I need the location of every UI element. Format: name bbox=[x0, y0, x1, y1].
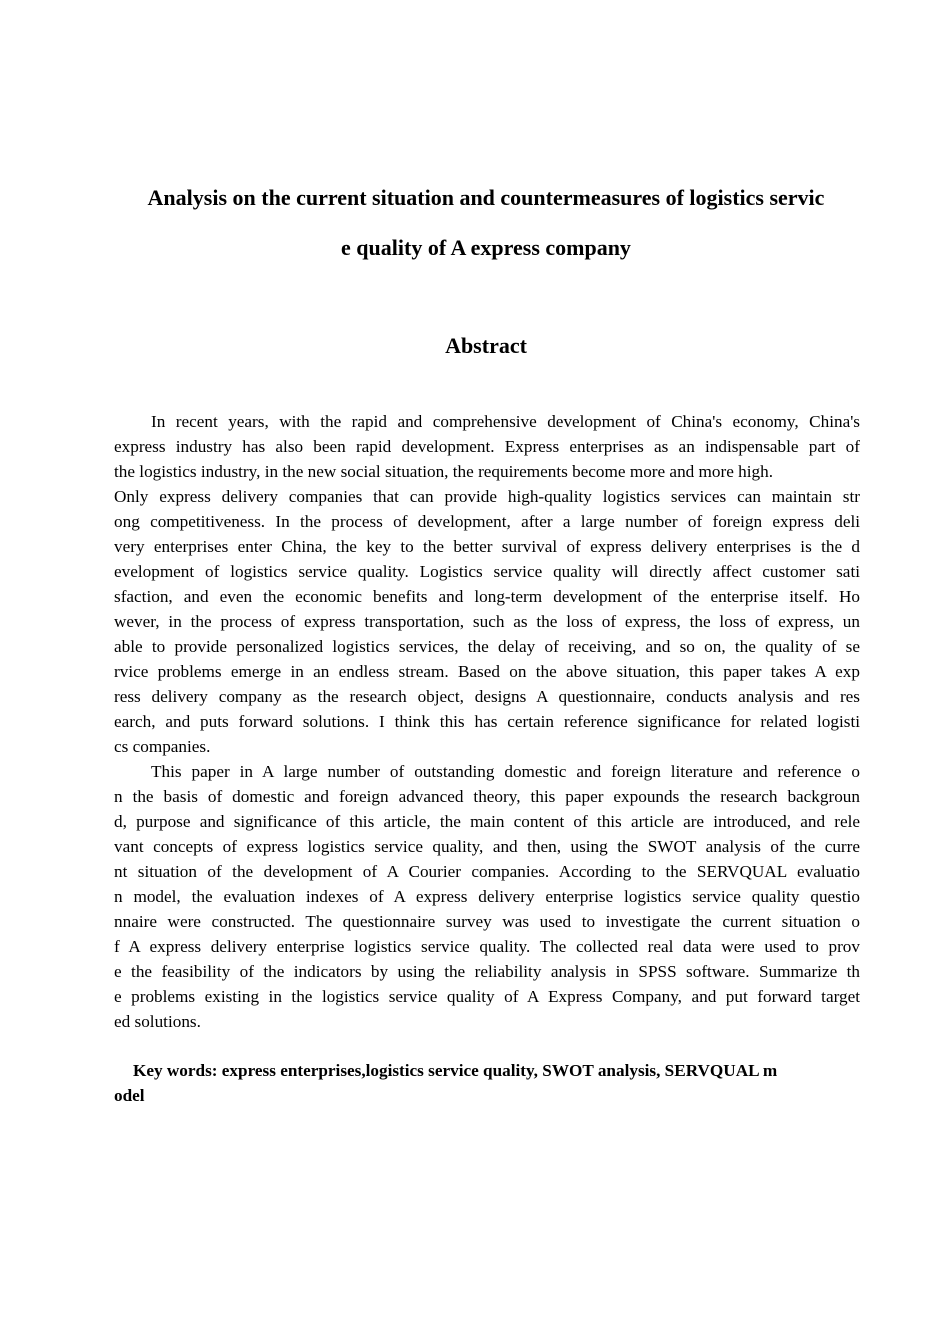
abstract-paragraph-2-line: n model, the evaluation indexes of A express delivery enterprise logistics service quality questio bbox=[114, 887, 860, 906]
abstract-paragraph-1-line: rvice problems emerge in an endless stream. Based on the above situation, this paper takes A exp bbox=[114, 662, 860, 681]
abstract-heading: Abstract bbox=[445, 333, 527, 358]
abstract-paragraph-2-line: nnaire were constructed. The questionnaire survey was used to investigate the current situation o bbox=[114, 912, 860, 931]
abstract-paragraph-2-line: vant concepts of express logistics service quality, and then, using the SWOT analysis of the curre bbox=[114, 837, 860, 856]
abstract-paragraph-1-line: cs companies. bbox=[114, 737, 211, 756]
abstract-paragraph-1-line: earch, and puts forward solutions. I think this has certain reference significance for related logisti bbox=[114, 712, 860, 731]
abstract-paragraph-1-line: wever, in the process of express transportation, such as the loss of express, the loss of express, un bbox=[114, 612, 860, 631]
abstract-paragraph-2-line: e the feasibility of the indicators by using the reliability analysis in SPSS software. Summarize th bbox=[114, 962, 860, 981]
abstract-paragraph-2-line: ed solutions. bbox=[114, 1012, 201, 1031]
abstract-paragraph-1-line: able to provide personalized logistics services, the delay of receiving, and so on, the quality of se bbox=[114, 637, 860, 656]
abstract-paragraph-2-line: This paper in A large number of outstanding domestic and foreign literature and reference o bbox=[151, 762, 860, 781]
abstract-paragraph-1-line: sfaction, and even the economic benefits and long-term development of the enterprise itself. Ho bbox=[114, 587, 860, 606]
abstract-paragraph-2-line: nt situation of the development of A Courier companies. According to the SERVQUAL evaluatio bbox=[114, 862, 860, 881]
abstract-paragraph-1-line: Only express delivery companies that can provide high-quality logistics services can maintain str bbox=[114, 487, 860, 506]
abstract-paragraph-1-line: ress delivery company as the research object, designs A questionnaire, conducts analysis and res bbox=[114, 687, 860, 706]
abstract-paragraph-2-line: d, purpose and significance of this article, the main content of this article are introduced, and rele bbox=[114, 812, 860, 831]
keywords-line-1: Key words: express enterprises,logistics service quality, SWOT analysis, SERVQUAL m bbox=[133, 1061, 778, 1080]
abstract-paragraph-1-line: ong competitiveness. In the process of development, after a large number of foreign express deli bbox=[114, 512, 860, 531]
document-title-line-1: Analysis on the current situation and countermeasures of logistics servic bbox=[147, 185, 825, 210]
document-title-line-2: e quality of A express company bbox=[341, 235, 631, 260]
abstract-paragraph-2-line: f A express delivery enterprise logistics service quality. The collected real data were used to prov bbox=[114, 937, 860, 956]
abstract-paragraph-2-line: n the basis of domestic and foreign advanced theory, this paper expounds the research backgroun bbox=[114, 787, 860, 806]
abstract-paragraph-1-line: express industry has also been rapid development. Express enterprises as an indispensable part of bbox=[114, 437, 860, 456]
abstract-paragraph-1-line: In recent years, with the rapid and comprehensive development of China's economy, China's bbox=[151, 412, 860, 431]
abstract-paragraph-1-line: evelopment of logistics service quality. Logistics service quality will directly affect customer sati bbox=[114, 562, 860, 581]
abstract-paragraph-2-line: e problems existing in the logistics service quality of A Express Company, and put forward target bbox=[114, 987, 860, 1006]
abstract-paragraph-1-line: the logistics industry, in the new social situation, the requirements become more and more high. bbox=[114, 462, 774, 481]
keywords-line-2: odel bbox=[114, 1086, 145, 1105]
abstract-paragraph-1-line: very enterprises enter China, the key to the better survival of express delivery enterprises is the d bbox=[114, 537, 860, 556]
